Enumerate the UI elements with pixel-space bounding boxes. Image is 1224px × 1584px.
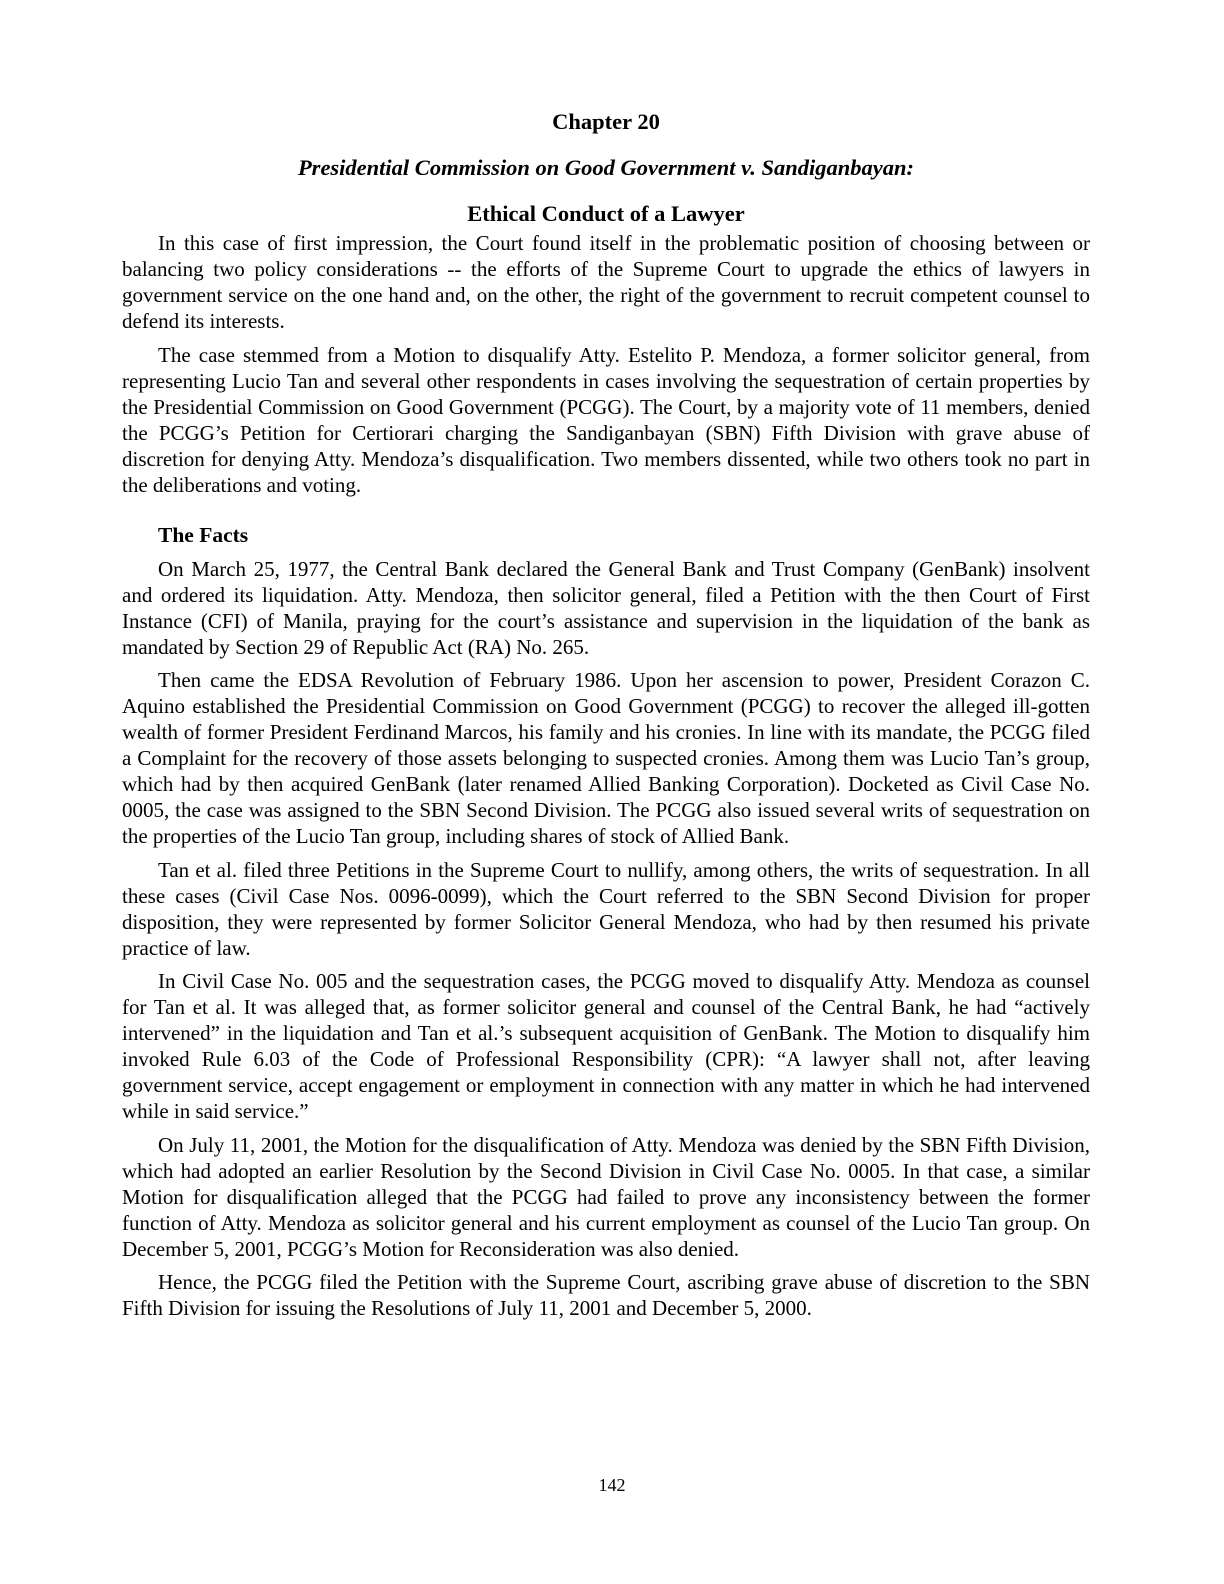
chapter-subtitle: Ethical Conduct of a Lawyer bbox=[467, 201, 745, 226]
facts-heading: The Facts bbox=[158, 522, 249, 547]
intro-paragraph: The case stemmed from a Motion to disqualify Atty. Estelito P. Mendoza, a former solicitor general, from representing Lucio Tan and several other respondents in cases involving the sequestration of certain properties by the Presidential Commission on Good Government (PCGG). The Court, by a majority vote of 11 members, denied the PCGG’s Petition for Certiorari charging the Sandiganbayan (SBN) Fifth Division with grave abuse of discretion for denying Atty. Mendoza’s disqualification. Two members dissented, while two others took no part in the deliberations and voting. bbox=[122, 342, 1090, 497]
chapter-title: Chapter 20 bbox=[552, 109, 660, 134]
facts-paragraph: Then came the EDSA Revolution of February 1986. Upon her ascension to power, President Corazon C. Aquino established the Presidential Commission on Good Government (PCGG) to recover the alleged ill-gotten wealth of former President Ferdinand Marcos, his family and his cronies. In line with its mandate, the PCGG filed a Complaint for the recovery of those assets belonging to suspected cronies. Among them was Lucio Tan’s group, which had by then acquired GenBank (later renamed Allied Banking Corporation). Docketed as Civil Case No. 0005, the case was assigned to the SBN Second Division. The PCGG also issued several writs of sequestration on the properties of the Lucio Tan group, including shares of stock of Allied Bank. bbox=[122, 668, 1090, 848]
page-number: 142 bbox=[598, 1475, 626, 1495]
facts-paragraph: On March 25, 1977, the Central Bank declared the General Bank and Trust Company (GenBank) insolvent and ordered its liquidation. Atty. Mendoza, then solicitor general, filed a Petition with the then Court of First Instance (CFI) of Manila, praying for the court’s assistance and supervision in the liquidation of the bank as mandated by Section 29 of Republic Act (RA) No. 265. bbox=[122, 556, 1090, 659]
intro-paragraph: In this case of first impression, the Court found itself in the problematic position of choosing between or balancing two policy considerations -- the efforts of the Supreme Court to upgrade the ethics of lawyers in government service on the one hand and, on the other, the right of the government to recruit competent counsel to defend its interests. bbox=[122, 231, 1090, 333]
facts-paragraph: Hence, the PCGG filed the Petition with the Supreme Court, ascribing grave abuse of discretion to the SBN Fifth Division for issuing the Resolutions of July 11, 2001 and December 5, 2000. bbox=[122, 1270, 1090, 1320]
case-title: Presidential Commission on Good Government v. Sandiganbayan: bbox=[297, 155, 915, 180]
facts-paragraph: Tan et al. filed three Petitions in the Supreme Court to nullify, among others, the writs of sequestration. In all these cases (Civil Case Nos. 0096-0099), which the Court referred to the SBN Second Division for proper disposition, they were represented by former Solicitor General Mendoza, who had by then resumed his private practice of law. bbox=[122, 857, 1090, 960]
facts-paragraph: In Civil Case No. 005 and the sequestration cases, the PCGG moved to disqualify Atty. Mendoza as counsel for Tan et al. It was alleged that, as former solicitor general and counsel of the Central Bank, he had “actively intervened” in the liquidation and Tan et al.’s subsequent acquisition of GenBank. The Motion to disqualify him invoked Rule 6.03 of the Code of Professional Responsibility (CPR): “A lawyer shall not, after leaving government service, accept engagement or employment in connection with any matter in which he had intervened while in said service.” bbox=[122, 969, 1090, 1123]
document-page bbox=[122, 106, 1090, 1329]
facts-paragraph: On July 11, 2001, the Motion for the disqualification of Atty. Mendoza was denied by the SBN Fifth Division, which had adopted an earlier Resolution by the Second Division in Civil Case No. 0005. In that case, a similar Motion for disqualification alleged that the PCGG had failed to prove any inconsistency between the former function of Atty. Mendoza as solicitor general and his current employment as counsel of the Lucio Tan group. On December 5, 2001, PCGG’s Motion for Reconsideration was also denied. bbox=[122, 1132, 1090, 1261]
